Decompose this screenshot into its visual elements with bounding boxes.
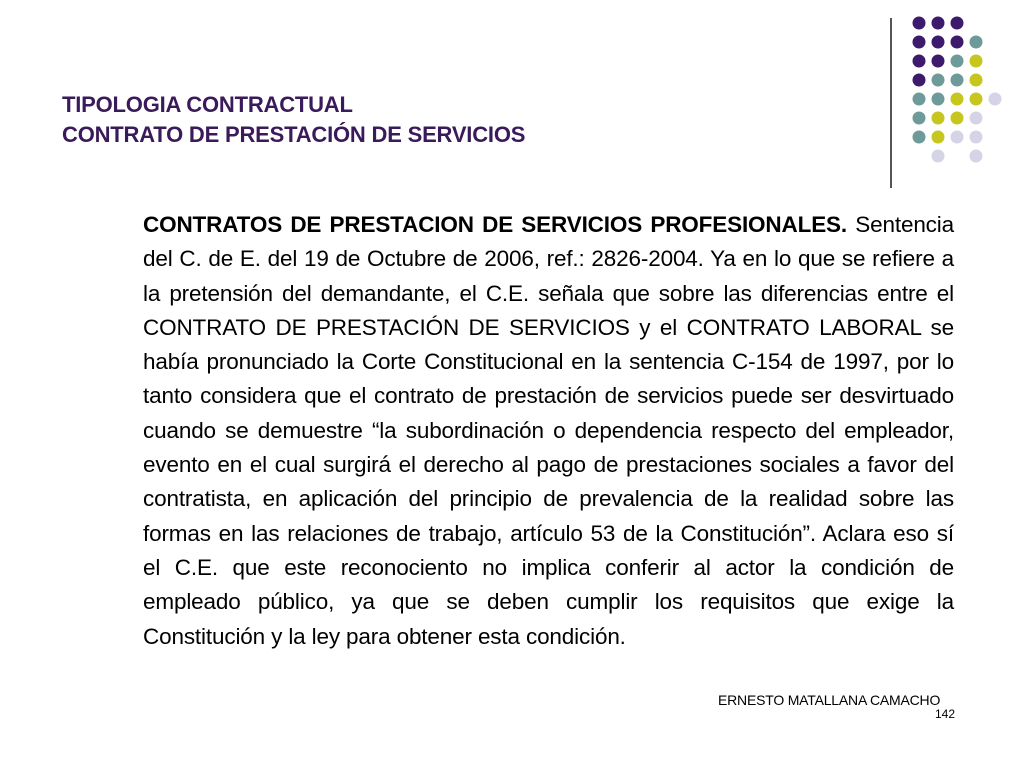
- decorative-dot: [970, 131, 983, 144]
- decorative-dot: [913, 93, 926, 106]
- decorative-dot: [951, 112, 964, 125]
- decorative-dot: [932, 112, 945, 125]
- decorative-dot: [951, 36, 964, 49]
- decorative-dot: [913, 74, 926, 87]
- decorative-dot: [970, 74, 983, 87]
- body-paragraph: [143, 208, 954, 654]
- title-line-1: TIPOLOGIA CONTRACTUAL: [62, 92, 353, 117]
- decorative-dot: [951, 74, 964, 87]
- decorative-dot: [970, 55, 983, 68]
- decorative-dot: [932, 93, 945, 106]
- decorative-dot: [970, 36, 983, 49]
- decorative-dot: [951, 17, 964, 30]
- decorative-dot: [913, 17, 926, 30]
- decorative-dot: [951, 93, 964, 106]
- decorative-dot: [932, 150, 945, 163]
- slide-title: [62, 90, 525, 150]
- decorative-dot: [932, 131, 945, 144]
- decorative-dot: [989, 93, 1002, 106]
- decorative-dot: [913, 55, 926, 68]
- author-name: ERNESTO MATALLANA CAMACHO: [718, 692, 941, 708]
- decorative-dot: [913, 36, 926, 49]
- decorative-dot: [913, 131, 926, 144]
- decorative-dot: [970, 112, 983, 125]
- decorative-dot-grid: [910, 16, 1010, 166]
- decorative-dot: [913, 112, 926, 125]
- decorative-dot: [951, 131, 964, 144]
- decorative-dot: [932, 36, 945, 49]
- title-line-2: CONTRATO DE PRESTACIÓN DE SERVICIOS: [62, 122, 526, 147]
- decorative-dot: [951, 55, 964, 68]
- body-text: Sentencia del C. de E. del 19 de Octubre de 2006, ref.: 2826-2004. Ya en lo que se refiere a la pretensión del demandante, el C.E. señala que sobre las diferencias entre el CONTRATO DE PRESTACIÓN DE SERVICIOS y el CONTRATO LABORAL se había pronunciado la Corte Constitucional en la sentencia C-154 de 1997, por lo tanto considera que el contrato de prestación de servicios puede ser desvirtuado cuando se demuestre “la subordinación o dependencia respecto del empleador, evento en el cual surgirá el derecho al pago de prestaciones sociales a favor del contratista, en aplicación del principio de prevalencia de la realidad sobre las formas en las relaciones de trabajo, artículo 53 de la Constitución”. Aclara eso sí el C.E. que este reconociento no implica conferir al actor la condición de empleado público, ya que se deben cumplir los requisitos que exige la Constitución y la ley para obtener esta condición.: [143, 212, 954, 649]
- vertical-divider: [890, 18, 892, 188]
- decorative-dot: [970, 93, 983, 106]
- decorative-dot: [932, 17, 945, 30]
- decorative-dot: [932, 55, 945, 68]
- body-lead: CONTRATOS DE PRESTACION DE SERVICIOS PROFESIONALES.: [143, 212, 848, 237]
- decorative-dot: [932, 74, 945, 87]
- page-number: 142: [935, 707, 956, 721]
- decorative-dot: [970, 150, 983, 163]
